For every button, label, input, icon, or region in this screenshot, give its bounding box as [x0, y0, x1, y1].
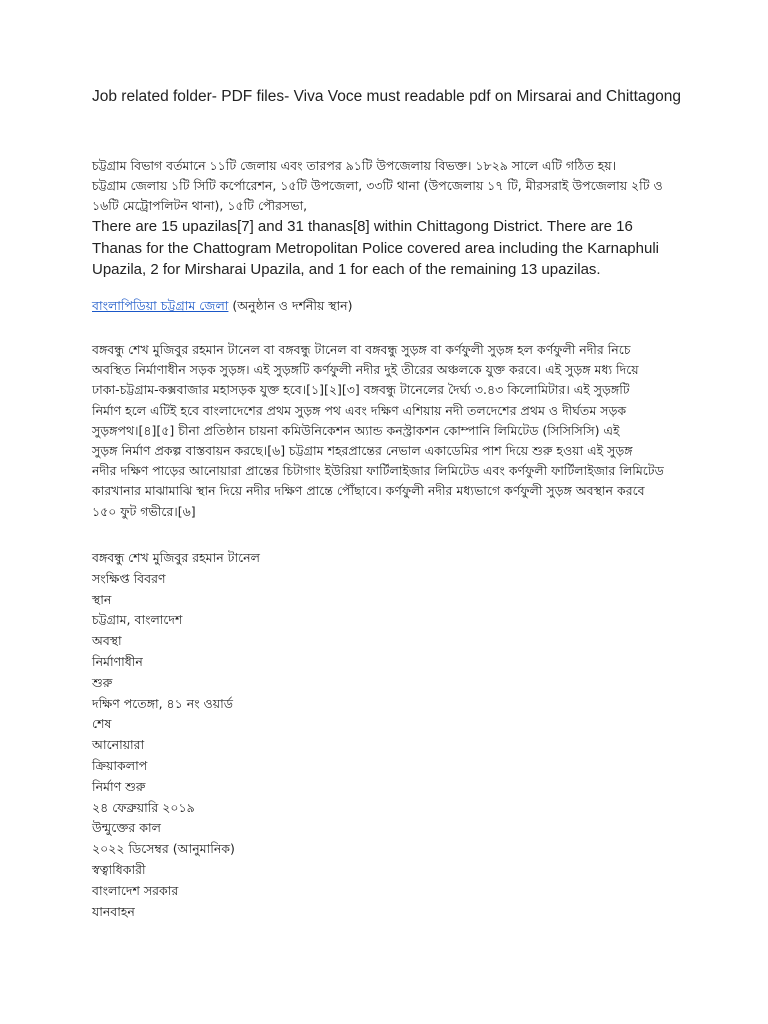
infobox-label: শেষ	[92, 716, 112, 732]
paragraph-line: নির্মাণ হলে এটিই হবে বাংলাদেশের প্রথম সুড়ঙ্গ পথ এবং দক্ষিণ এশিয়ায় নদী তলদেশের প্রথম ও দীর্ঘতম সড়ক	[92, 402, 627, 418]
paragraph-line: ঢাকা-চট্টগ্রাম-কক্সবাজার মহাসড়ক যুক্ত হবে।[১][২][৩] বঙ্গবন্ধু টানেলের দৈর্ঘ্য ৩.৪৩ কিলোমিটার। এই সুড়ঙ্গটি	[92, 382, 630, 398]
banglapedia-link[interactable]: বাংলাপিডিয়া চট্টগ্রাম জেলা	[92, 298, 229, 313]
intro-bn-line: চট্টগ্রাম জেলায় ১টি সিটি কর্পোরেশন, ১৫টি উপজেলা, ৩৩টি থানা (উপজেলায় ১৭ টি, মীরসরাই উপজেলায় ২টি ও	[92, 178, 663, 193]
tunnel-paragraph	[92, 340, 704, 522]
document-title: Job related folder- PDF files- Viva Voce must readable pdf on Mirsarai and Chittagong	[92, 88, 682, 105]
tunnel-infobox	[92, 548, 492, 922]
infobox-value: আনোয়ারা	[92, 737, 145, 753]
banglapedia-suffix: (অনুষ্ঠান ও দর্শনীয় স্থান)	[228, 298, 353, 313]
infobox-value: নির্মাণাধীন	[92, 653, 143, 669]
banglapedia-reference	[92, 296, 353, 316]
infobox-title: বঙ্গবন্ধু শেখ মুজিবুর রহমান টানেল	[92, 550, 260, 565]
infobox-value: ২০২২ ডিসেম্বর (আনুমানিক)	[92, 841, 235, 857]
infobox-label: যানবাহন	[92, 903, 135, 919]
paragraph-line: কারখানার মাঝামাঝি স্থান দিয়ে নদীর দক্ষিণ প্রান্তে পৌঁছাবে। কর্ণফুলী নদীর মধ্যভাগে কর্ণফুলী সুড়ঙ্গ অবস্থান করবে	[92, 483, 645, 499]
paragraph-line: সুড়ঙ্গ নির্মাণ প্রকল্প বাস্তবায়ন করছে।[৬] চট্টগ্রাম শহরপ্রান্তের নেভাল একাডেমির পাশ দিয়ে শুরু হওয়া এই সুড়ঙ্গ	[92, 443, 633, 459]
infobox-value: ২৪ ফেব্রুয়ারি ২০১৯	[92, 799, 195, 815]
infobox-heading: সংক্ষিপ্ত বিবরণ	[92, 570, 166, 586]
intro-en-line: There are 15 upazilas[7] and 31 thanas[8] within Chittagong District. There are 16	[92, 218, 633, 235]
paragraph-line: অবস্থিত নির্মাণাধীন সড়ক সুড়ঙ্গ। এই সুড়ঙ্গটি কর্ণফুলী নদীর দুই তীরের অঞ্চলকে যুক্ত করবে। এই সুড়ঙ্গ মধ্য দিয়ে	[92, 362, 639, 378]
paragraph-line: ১৫০ ফুট গভীরে।[৬]	[92, 503, 196, 519]
infobox-label: স্বত্বাধিকারী	[92, 861, 146, 877]
paragraph-line: বঙ্গবন্ধু শেখ মুজিবুর রহমান টানেল বা বঙ্গবন্ধু টানেল বা বঙ্গবন্ধু সুড়ঙ্গ বা কর্ণফুলী সুড়ঙ্গ হল কর্ণফুলী নদীর নিচে	[92, 342, 631, 357]
infobox-value: চট্টগ্রাম, বাংলাদেশ	[92, 612, 183, 628]
intro-bn-line: চট্টগ্রাম বিভাগ বর্তমানে ১১টি জেলায় এবং তারপর ৯১টি উপজেলায় বিভক্ত। ১৮২৯ সালে এটি গঠিত হয়।	[92, 158, 617, 173]
infobox-heading: ক্রিয়াকলাপ	[92, 757, 148, 773]
infobox-value: বাংলাদেশ সরকার	[92, 882, 179, 898]
paragraph-line: সুড়ঙ্গপথ।[৪][৫] চীনা প্রতিষ্ঠান চায়না কমিউনিকেশন অ্যান্ড কনস্ট্রাকশন কোম্পানি লিমিটেড (সিসিসিসি) এই	[92, 422, 620, 438]
infobox-label: উন্মুক্তের কাল	[92, 820, 161, 836]
intro-en-line: Upazila, 2 for Mirsharai Upazila, and 1 for each of the remaining 13 upazilas.	[92, 261, 601, 278]
intro-section	[92, 156, 712, 281]
intro-en-line: Thanas for the Chattogram Metropolitan Police covered area including the Karnaphuli	[92, 239, 659, 257]
infobox-label: শুরু	[92, 674, 113, 690]
infobox-value: দক্ষিণ পতেঙ্গা, ৪১ নং ওয়ার্ড	[92, 695, 233, 711]
infobox-label: স্থান	[92, 591, 112, 607]
intro-bn-line: ১৬টি মেট্রোপলিটন থানা), ১৫টি পৌরসভা,	[92, 198, 308, 213]
paragraph-line: নদীর দক্ষিণ পাড়ের আনোয়ারা প্রান্তের চিটাগাং ইউরিয়া ফার্টিলাইজার লিমিটেড এবং কর্ণফুলী ফার্টিলাইজার লিমিটেড	[92, 463, 664, 479]
infobox-label: নির্মাণ শুরু	[92, 778, 146, 794]
infobox-label: অবস্থা	[92, 633, 122, 649]
